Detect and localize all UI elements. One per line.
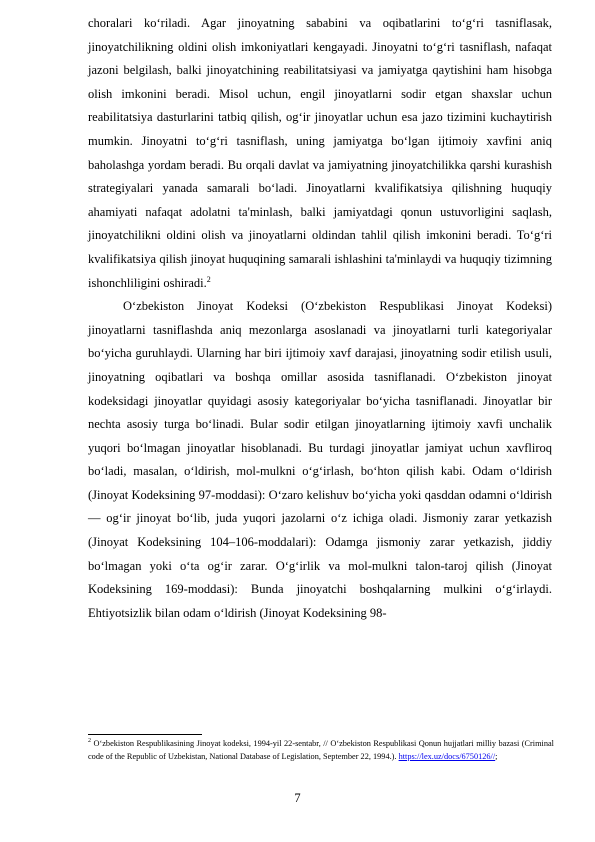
paragraph-2-text: O‘zbekiston Jinoyat Kodeksi (O‘zbekiston Respublikasi Jinoyat Kodeksi) jinoyatlarni tasniflashda aniq mezonlarga asoslanadi va jinoyatlarni turli kategoriyalar bo‘yicha guruhlaydi. Ularning har biri ijtimoiy xavf darajasi, jinoyatning sodir etilish usuli, jinoyatning oqibatlari va boshqa omillar asosida tasniflanadi. O‘zbekiston jinoyat kodeksidagi jinoyatlar quyidagi asosiy kategoriyalar bo‘yicha tasniflanadi. Jinoyatlar bir nechta asosiy turga bo‘linadi. Bular sodir etilgan jinoyatlarning ijtimoiy xavfi unchalik yuqori bo‘lmagan jinoyatlar hisoblanadi. Bu turdagi jinoyatlar jamiyat uchun xavfliroq bo‘ladi, masalan, o‘ldirish, mol-mulkni o‘g‘irlash, bo‘hton qilish kabi. Odam o‘ldirish (Jinoyat Kodeksining 97-moddasi): O‘zaro kelishuv bo‘yicha yoki qasddan odamni o‘ldirish — og‘ir jinoyat bo‘lib, juda yuqori jazolarni o‘z ichiga oladi. Jismoniy zarar yetkazish (Jinoyat Kodeksining 104–106-moddalari): Odamga jismoniy zarar yetkazish, jiddiy bo‘lmagan yoki o‘ta og‘ir zarar. O‘g‘irlik va mol-mulkni talon-taroj qilish (Jinoyat Kodeksining 169-moddasi): Bunda jinoyatchi boshqalarning mulkini o‘g‘irlaydi. Ehtiyotsizlik bilan odam o‘ldirish (Jinoyat Kodeksining 98- [88,299,552,620]
body-text [88,12,552,625]
footnote-reference[interactable]: 2 [206,274,211,284]
paragraph-1-text: choralari ko‘riladi. Agar jinoyatning sababini va oqibatlarini to‘g‘ri tasniflasak, jinoyatchilikning oldini olish imkoniyatlari kengayadi. Jinoyatni to‘g‘ri tasniflash, nafaqat jazoni belgilash, balki jinoyatchining reabilitatsiyasi va jamiyatga qaytishini ham hisobga olish imkonini beradi. Misol uchun, engil jinoyatlarni sodir etgan shaxslar uchun reabilitatsiya dasturlarini tatbiq qilish, og‘ir jinoyatlar uchun esa jazo tizimini kuchaytirish mumkin. Jinoyatni to‘g‘ri tasniflash, uning jamiyatga bo‘lgan ijtimoiy xavfini aniq baholashga yordam beradi. Bu orqali davlat va jamiyatning jinoyatchilikka qarshi kurashish strategiyalari yanada samarali bo‘ladi. Jinoyatlarni kvalifikatsiya qilishning huquqiy ahamiyati nafaqat adolatni ta'minlash, balki jamiyatdagi qonun ustuvorligini saqlash, jinoyatchilikni oldini olish va jinoyatlarni oldindan tahlil qilish imkonini beradi. To‘g‘ri kvalifikatsiya qilish jinoyat huquqining samarali ishlashini ta'minlaydi va huquqiy tizimning ishonchliligini oshiradi. [88,16,552,290]
footnote-trailing: ; [495,752,498,761]
paragraph-2 [88,295,552,625]
paragraph-1 [88,12,552,295]
page-number: 7 [294,791,301,805]
footnote-number: 2 [88,738,91,745]
footnote-divider [88,734,202,735]
footnote-text: O‘zbekiston Respublikasining Jinoyat kodeksi, 1994-yil 22-sentabr, // O‘zbekiston Respublikasi Qonun hujjatlari milliy bazasi (Criminal code of the Republic of Uzbekistan, National Database of Legislation, September 22, 1994.). [88,739,554,761]
footnote-link[interactable]: https://lex.uz/docs/6750126// [398,752,496,761]
footnote [88,737,554,763]
